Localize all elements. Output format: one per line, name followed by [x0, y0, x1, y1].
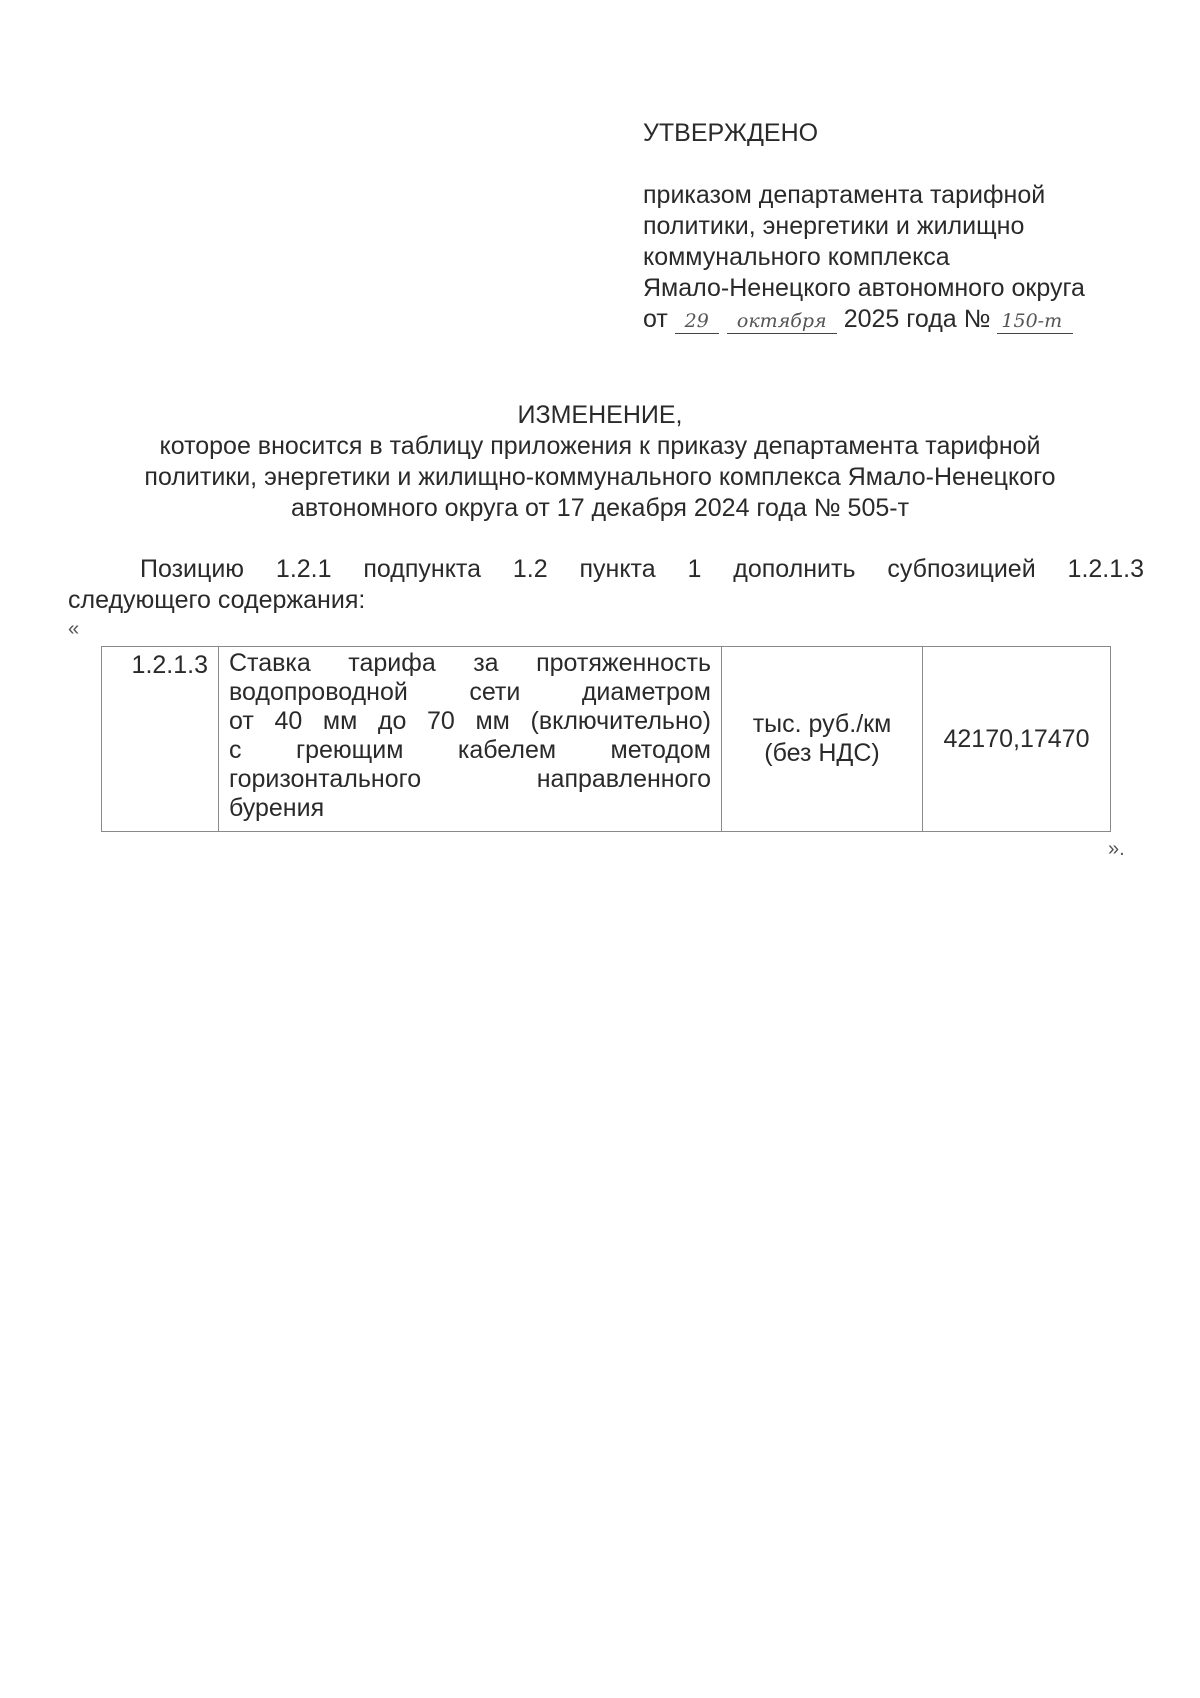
approval-line-4: Ямало-Ненецкого автономного округа: [643, 274, 1085, 302]
approval-line-2: политики, энергетики и жилищно: [643, 212, 1025, 240]
approval-title: УТВЕРЖДЕНО: [643, 119, 819, 147]
heading-subtitle-2: политики, энергетики и жилищно-коммунального комплекса Ямало-Ненецкого: [144, 463, 1056, 491]
intro-line-1: Позицию 1.2.1 подпункта 1.2 пункта 1 дополнить субпозицией 1.2.1.3: [140, 555, 1144, 583]
row-name-line-3: от 40 мм до 70 мм (включительно): [229, 707, 711, 735]
approval-block: [643, 118, 1183, 335]
row-name-line-1: Ставка тарифа за протяженность: [229, 649, 711, 677]
table-row: [102, 647, 1111, 832]
intro-paragraph: [68, 554, 1144, 616]
handwritten-month: октября: [727, 309, 837, 334]
approval-line-3: коммунального комплекса: [643, 243, 950, 271]
intro-line-2: следующего содержания:: [68, 586, 366, 614]
row-code: 1.2.1.3: [102, 647, 219, 832]
date-year: 2025 года №: [843, 305, 991, 333]
approval-date-line: [643, 304, 1183, 335]
row-name-line-4: с греющим кабелем методом: [229, 736, 711, 764]
row-unit: [722, 647, 923, 832]
heading-subtitle-3: автономного округа от 17 декабря 2024 года № 505-т: [290, 494, 910, 522]
row-value: 42170,17470: [923, 647, 1111, 832]
row-name-line-5: горизонтального направленного: [229, 765, 711, 793]
document-heading: [80, 400, 1120, 524]
opening-quote: «: [68, 618, 80, 640]
closing-quote: ».: [1108, 838, 1125, 860]
heading-subtitle-1: которое вносится в таблицу приложения к приказу департамента тарифной: [159, 432, 1041, 460]
row-name: [219, 647, 722, 832]
approval-line-1: приказом департамента тарифной: [643, 181, 1046, 209]
handwritten-day: 29: [675, 309, 719, 334]
heading-title: ИЗМЕНЕНИЕ,: [517, 401, 683, 429]
row-name-line-2: водопроводной сети диаметром: [229, 678, 711, 706]
handwritten-order-number: 150-т: [997, 309, 1073, 334]
row-unit-line-2: (без НДС): [764, 739, 880, 767]
date-prefix: от: [643, 305, 668, 333]
row-name-line-6: бурения: [229, 794, 325, 822]
row-unit-line-1: тыс. руб./км: [752, 710, 892, 738]
tariff-table: [101, 646, 1111, 832]
